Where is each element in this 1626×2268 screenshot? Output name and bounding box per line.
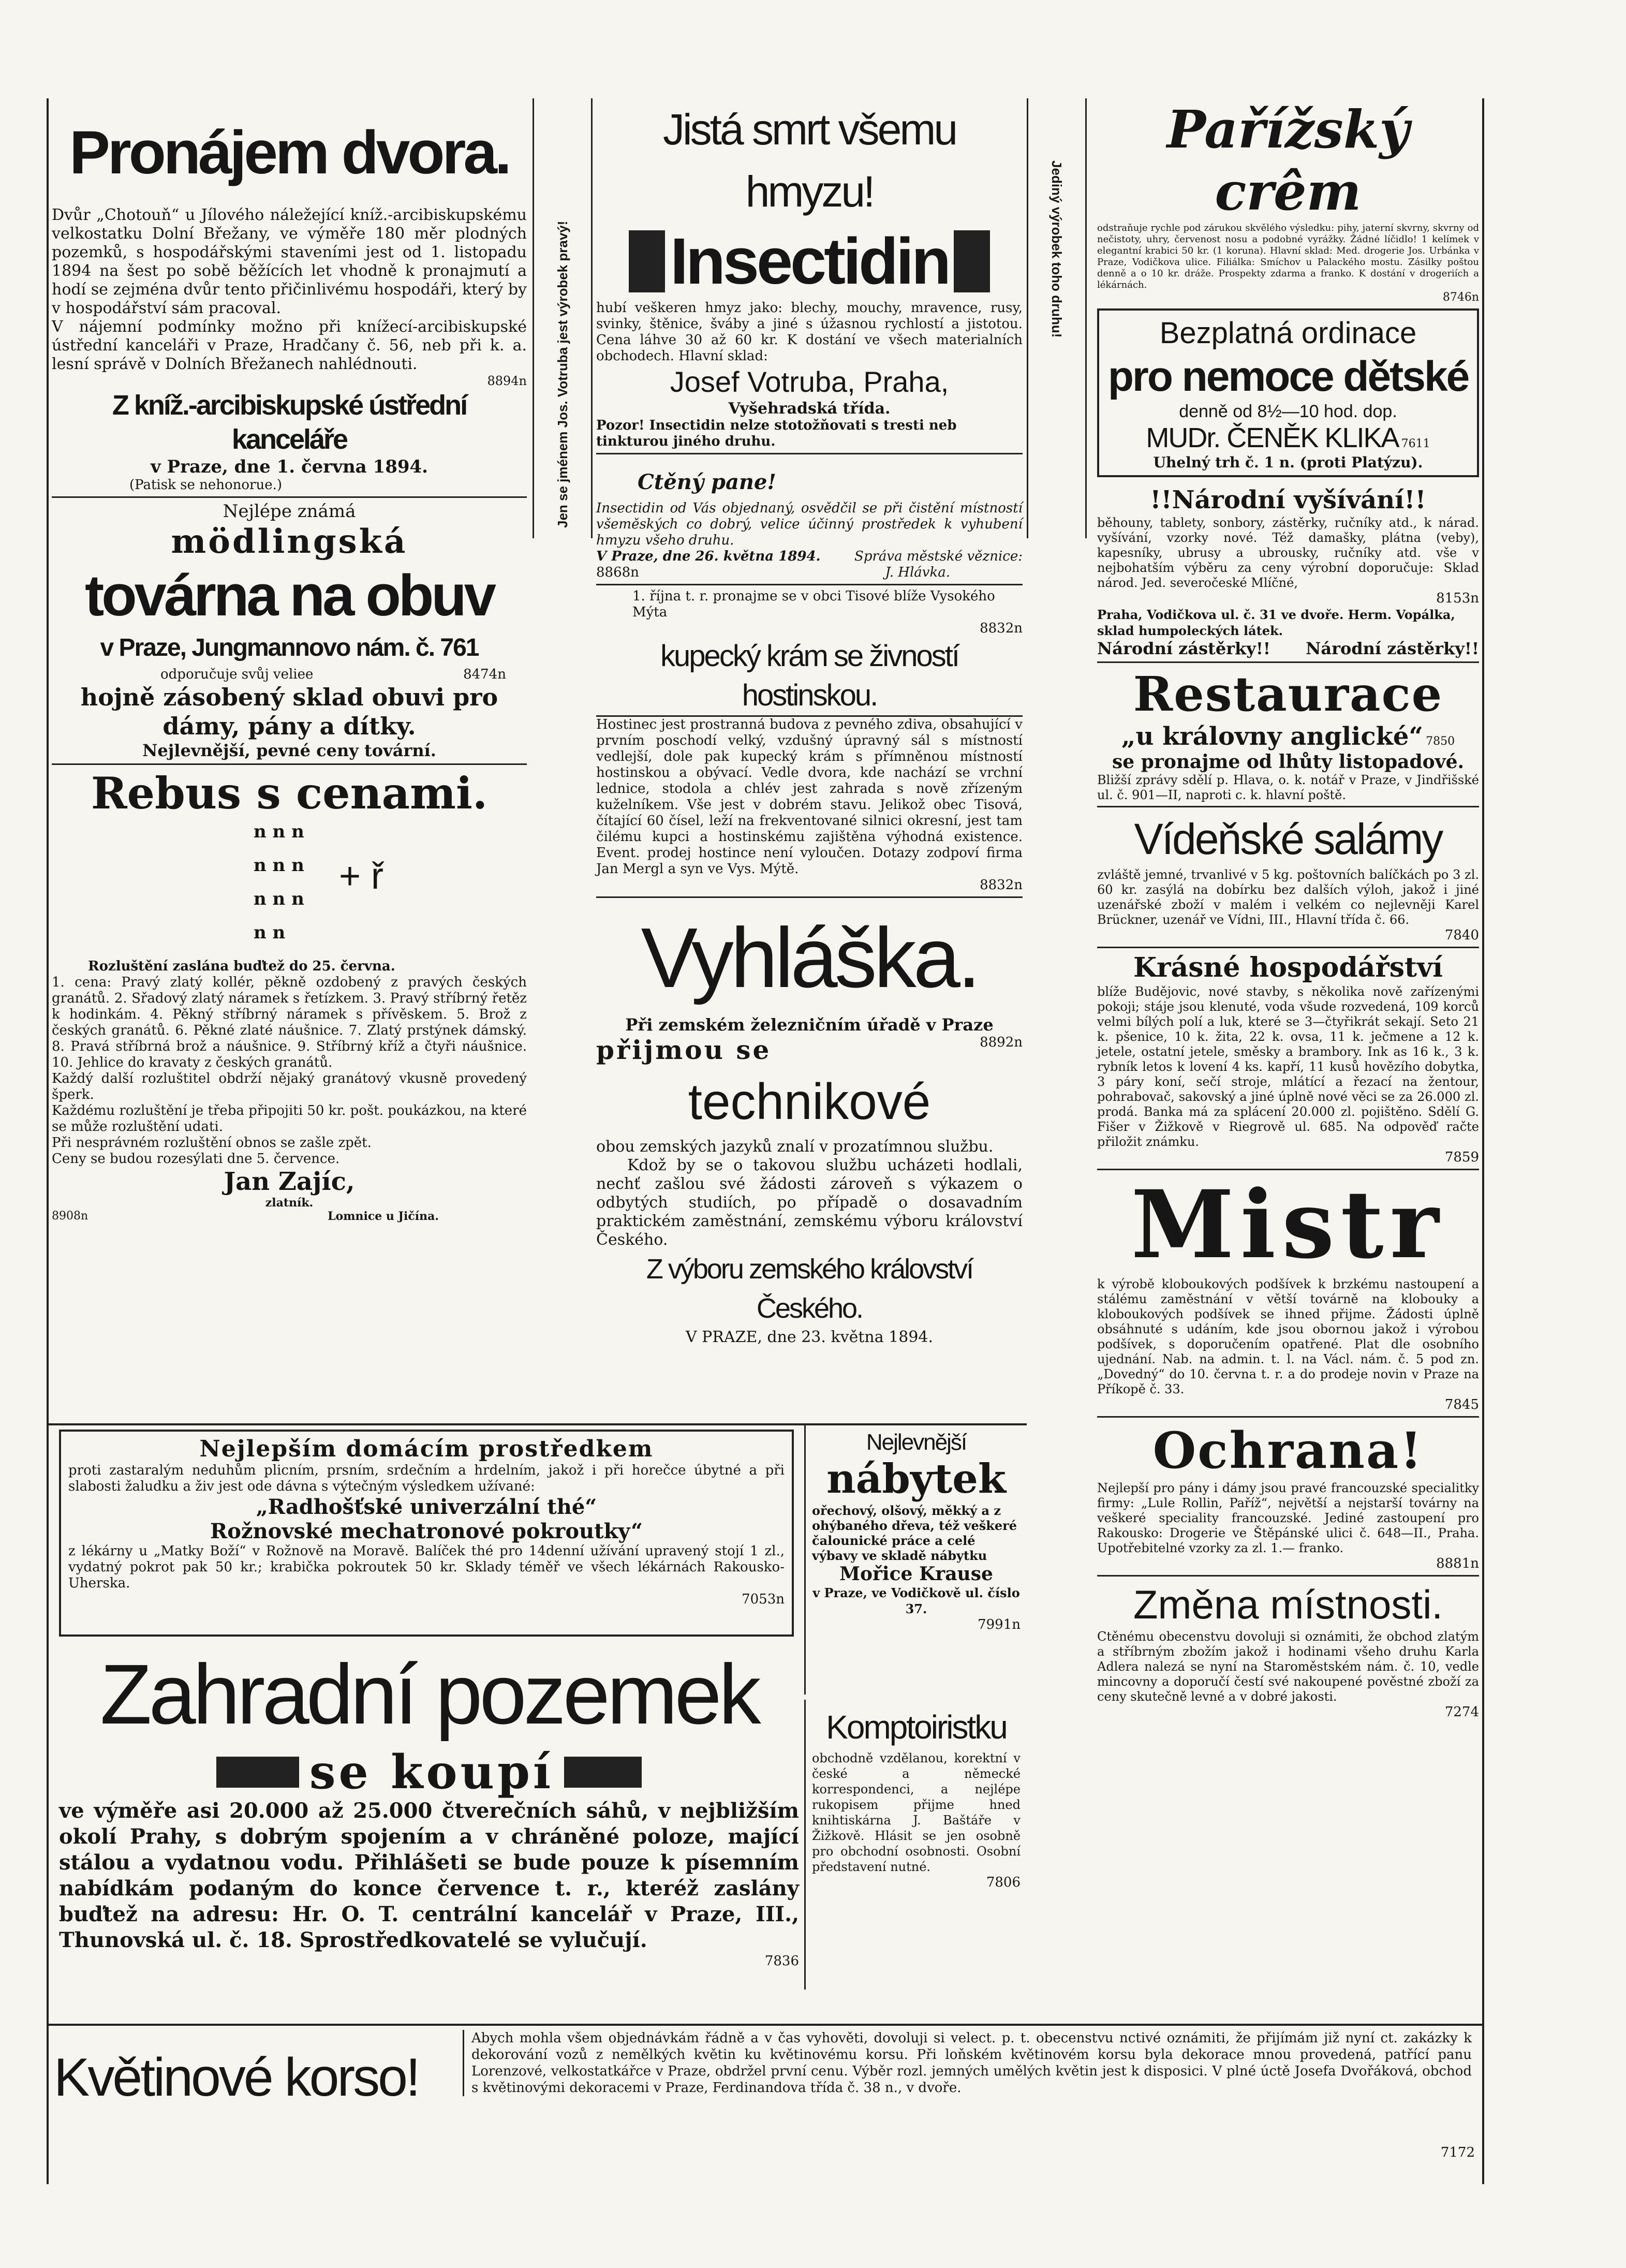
insect-decor-left (629, 230, 665, 292)
ad-rebus (49, 768, 530, 1223)
vertical-strip-left (533, 98, 593, 538)
insect-letter-sig: Správa městské věznice: (854, 549, 1023, 564)
promo-code: 7053n (742, 1592, 785, 1607)
ad-ordinace (1097, 308, 1479, 477)
vyhlaska-role: technikové (688, 1073, 931, 1130)
ad-vysivani (1097, 484, 1479, 663)
zahradni-code: 7836 (764, 1953, 799, 1969)
restaurace-code: 7850 (1426, 735, 1455, 748)
nabytek-text: ořechový, olšový, měkký a z ohýbaného dřeva, též veškeré čalounické práce a celé výbavy ve skladě nábytku (812, 1503, 1017, 1563)
modling-title: továrna na obuv (84, 563, 494, 628)
vyhlaska-title: Vyhláška. (641, 910, 978, 1005)
nabytek-title: nábytek (826, 1455, 1006, 1503)
komptoir-text: obchodně vzdělanou, korektní v české a německé korrespondenci, a nejlépe rukopisem přijme hned knihtiskárna J. Baštáře v Žižkově. Hlásit se jen osobně pro obchodní osobnosti. Osobní představení nutné. (812, 1751, 1021, 1874)
insect-letter-name: J. Hlávka. (885, 565, 950, 580)
vysivani-footer1: Národní zástěrky!! (1097, 639, 1270, 658)
column-left (49, 98, 530, 1491)
pronajem-text: Dvůr „Chotouň“ u Jílového náležející kníž.-arcibiskupskému velkostatku Dolní Břežany, ve výměře 180 měr plodných pozemků, s hospodářskými staveními jest od 1. listopadu 1894 na šest po sobě běžících let vhodně k pronajmutí a hodí se zejména dvůr tento přičinlivému hospodáři, který by v hospodářství sám pracoval. (52, 206, 527, 317)
pronajem-note: (Patisk se nehonorue.) (129, 477, 282, 493)
ad-zahradni-pozemek (59, 1643, 799, 2015)
restaurace-offer: se pronajme od lhůty listopadové. (1112, 751, 1465, 773)
ad-vyhlaska (596, 901, 1023, 1346)
modling-address: v Praze, Jungmannovo nám. č. 761 (100, 634, 479, 661)
insect-text: hubí veškeren hmyz jako: blechy, mouchy, mravence, rusy, svinky, štěnice, šváby a jiné s úžasnou rychlostí a jistotou. Cena láhve 30 až 60 kr. K dostání ve všech materialních obchodech. Hlavní sklad: (596, 300, 1023, 364)
zmena-title: Změna místnosti. (1133, 1582, 1443, 1627)
vyhlaska-office: Z výboru zemského království Českého. (646, 1254, 973, 1324)
rebus-operator: + ř (339, 856, 384, 897)
lower-left-block (49, 1423, 1027, 2026)
ad-salamy (1097, 811, 1479, 948)
modling-brand: mödlingská (171, 522, 408, 561)
insect-letter: Insectidin od Vás objednaný, osvědčil se při čistění místností všeměských co dobrý, velice účinný prostředek k vyhubení hmyzu všeho druhu. (596, 500, 1023, 548)
ordinace-line1: Bezplatná ordinace (1159, 316, 1417, 350)
vyhlaska-intro: Při zemském železničním úřadě v Praze (625, 1015, 994, 1035)
strip-left-text: Jen se jménem Jos. Votruba jest výrobek pravý! (555, 220, 570, 528)
pronajem-office: Z kníž.-arcibiskupské ústřední kanceláře (112, 390, 467, 455)
mistr-title: Mistr (1131, 1170, 1445, 1279)
pronajem-dateline: v Praze, dne 1. června 1894. (150, 456, 428, 477)
rebus-row4: n n (254, 922, 286, 943)
ad-mistr (1097, 1170, 1479, 1418)
vyhlaska-accept: přijmou se (596, 1035, 772, 1065)
modling-recommend: odporučuje svůj veliee (160, 667, 314, 682)
kupecky-code1: 8832n (980, 621, 1023, 636)
zahradni-text: ve výměře asi 20.000 až 25.000 čtverečních sáhů, v nejbližším okolí Prahy, s dobrým spojením a v chráněné poloze, mající stálou a vydatnou vodu. Přihlášeti se bude pouze k písemním nabídkám podaným do konce července t. r., kteréž zaslány buďtež na adresu: Hr. O. T. centrální kancelář v Praze, III., Thunovská ul. č. 18. Sprostředkovatelé se vylučují. (59, 1799, 799, 1952)
promo-text: proti zastaralým neduhům plicním, prsním, srdečním a hrdelním, jakož i při horečce úbytné a při slabosti žaludku a živ jest ode dávna s výtečným výsledkem užívané: (68, 1463, 785, 1494)
insect-warning: Pozor! Insectidin nelze stotožňovati s tresti neb tinkturou jiného druhu. (596, 418, 957, 449)
vyhlaska-text: obou zemských jazyků znalí v prozatímnou službu. (596, 1138, 994, 1156)
promo-title: Nejlepším domácím prostředkem (199, 1436, 654, 1462)
crem-title: Pařížský crêm (1166, 99, 1410, 222)
vysivani-address: Praha, Vodičkova ul. č. 31 ve dvoře. Herm. Vopálka, sklad humpoleckých látek. (1097, 607, 1455, 638)
restaurace-name: „u královny anglické“ (1121, 722, 1424, 751)
hospodarstvi-title: Krásné hospodářství (1133, 952, 1443, 983)
kupecky-intro: 1. října t. r. pronajme se v obci Tisové blíže Vysokého Mýta (632, 588, 995, 620)
ordinace-doctor: MUDr. ČENĚK KLIKA (1146, 422, 1399, 453)
rebus-sending: Ceny se budou rozesýlati dne 5. července. (52, 1151, 340, 1167)
vertical-strip-right (1027, 98, 1087, 538)
pronajem-title: Pronájem dvora. (69, 119, 509, 187)
rebus-row2: n n n (254, 855, 304, 876)
modling-stock: hojně zásobený sklad obuvi pro dámy, pány a dítky. (80, 683, 498, 740)
rebus-code: 8908n (52, 1210, 88, 1223)
rebus-extra: Každý další rozluštitel obdrží nějaký granátový vkusně provedený šperk. (52, 1071, 527, 1102)
restaurace-contact: Bližší zprávy sdělí p. Hlava, o. k. notář v Praze, v Jindřišské ul. č. 901—II, naproti c. k. hlavní poště. (1097, 773, 1479, 802)
ad-promo (59, 1430, 794, 1637)
insect-headline: Jistá smrt všemu hmyzu! (662, 105, 956, 216)
rebus-prizes: 1. cena: Pravý zlatý kollér, pěkně ozdobený z pravých českých granátů. 2. Sřadový zlatý náramek s řetízkem. 3. Pravý stříbrný řetěz k hodinkám. 4. Pěkný stříbrný náramek s přívěskem. 5. Brož z českých granátů. 6. Pěkné zlaté náušnice. 7. Zlatý prstýnek dámský. 8. Pravá stříbrná brož a náušnice. 9. Stříbrný kříž a čtyři náušnice. 10. Jehlice do kravaty z českých granátů. (52, 975, 527, 1070)
ad-parizsky-crem (1097, 98, 1479, 304)
pronajem-code: 8894n (487, 374, 527, 388)
insect-decor-right (954, 230, 990, 292)
komptoir-code: 7806 (986, 1875, 1021, 1890)
ad-insectidin (596, 98, 1023, 585)
ad-kvetinove-korso (49, 2024, 1482, 2186)
nabytek-intro: Nejlevnější (866, 1430, 967, 1455)
vyhlaska-date: V PRAZE, dne 23. května 1894. (685, 1328, 934, 1346)
vysivani-title: !!Národní vyšívání!! (1150, 485, 1426, 514)
ochrana-title: Ochrana! (1152, 1421, 1424, 1480)
column-middle (592, 98, 1027, 1418)
ordinace-hours: denně od 8½—10 hod. dop. (1179, 402, 1397, 421)
insect-title: Insectidin (670, 225, 949, 298)
kupecky-title: kupecký krám se živností hostinskou. (596, 637, 1023, 717)
zahradni-sale: se koupí (309, 1745, 554, 1800)
rebus-puzzle (52, 819, 527, 959)
ordinace-code: 7611 (1401, 437, 1430, 450)
nabytek-address: v Praze, ve Vodičkově ul. číslo 37. (812, 1585, 1020, 1616)
komptoir-title: Komptoiristku (826, 1709, 1007, 1746)
insect-salute: Ctěný pane! (638, 470, 776, 494)
insect-company: Josef Votruba, Praha, (670, 365, 949, 398)
mistr-text: k výrobě kloboukových podšívek k brzkému nastoupení a stálému zaměstnání v větší továrně na klobouky a kloboukových podšívek se ihned přijme. Žádosti úplně obsáhnuté s udáním, kde jsou obornou jakož i výrobou podšívek, s doporučením opatřené. Plat dle osobního ujednání. Nab. na admin. t. l. na Václ. nám. č. 5 pod zn. „Dovedný“ do 10. června t. r. a do prodeje novin v Praze na Příkopě č. 33. (1097, 1277, 1479, 1396)
vysivani-footer2: Národní zástěrky!! (1306, 639, 1479, 658)
ad-ochrana (1097, 1421, 1479, 1577)
salamy-title: Vídeňské salámy (1134, 815, 1442, 863)
newspaper-page (47, 98, 1484, 2184)
ordinace-line2: pro nemoce dětské (1107, 353, 1469, 400)
zahradni-title: Zahradní pozemek (100, 1647, 758, 1742)
rebus-signer: Jan Zajíc, (224, 1167, 355, 1196)
ochrana-text: Nejlepší pro pány i dámy jsou pravé francouzské specialitky firmy: „Lule Rollin, Paříž“, největší a nejstarší továrny na veškeré speciality francouzské. Jediné zastoupení pro Rakousko: Drogerie ve Štěpánské ulici č. 648—II., Praha. Upotřebitelné vzorky za zl. 1.— franko. (1097, 1481, 1479, 1555)
rebus-deadline: Rozluštění zaslána buďtež do 25. června. (88, 959, 395, 974)
ad-pronajem-dvora (49, 98, 530, 498)
rebus-role: zlatník. (265, 1196, 314, 1210)
promo-product1: „Radhošťské univerzální thé“ (256, 1495, 597, 1519)
rebus-place: Lomnice u Jičína. (328, 1210, 439, 1223)
zmena-text: Ctěnému obecenstvu dovoluji si oznámiti, že obchod zlatým a stříbrným zbožím jakož i hodinami všeho druhu Karla Adlera nalezá se nyní na Staroměstském nám. č. 10, vedle mincovny a doporučí čestí své nakoupené pověstné zboží za ceny skutečně levné a v dobré jakosti. (1097, 1629, 1479, 1704)
hand-pointer-icon-right (564, 1757, 642, 1788)
crem-text: odstraňuje rychle pod zárukou skvělého výsledku: pihy, jaterní skvrny, skvrny od nečistoty, uhry, červenost nosu a podobné vyrážky. Žádné líčidlo! 1 kelímek v elegantní krabici 50 kr. (1 koruna). Hlavní sklad: Med. drogerie Jos. Urbánka v Praze, Vodičkova ulice. Filiálka: Smíchov u Palackého mostu. Zásilky poštou denně a o 10 kr. dráže. Prospekty zdarma a franko. K dostání v drogeriích a lékárnách. (1097, 223, 1479, 290)
korso-title: Květinové korso! (54, 2048, 419, 2108)
vyhlaska-text2: Kdož by se o takovou službu ucházeti hodlali, nechť zašlou své žádosti zároveň s výkazem o odbytých studiích, po případě o dosavadním praktickém zaměstnání, zemskému výboru království Českého. (596, 1156, 1023, 1249)
ad-modlingska (49, 501, 530, 765)
hospodarstvi-code: 7859 (1444, 1150, 1479, 1165)
salamy-code: 7840 (1444, 927, 1479, 943)
rebus-row1: n n n (254, 821, 304, 842)
promo-product2: Rožnovské mechatronové pokroutky“ (210, 1519, 643, 1543)
nabytek-code: 7991n (978, 1617, 1021, 1632)
modling-prices: Nejlevnější, pevné ceny tovární. (142, 741, 436, 760)
strip-right-text: Jediný výrobek toho druhu! (1049, 160, 1065, 338)
nabytek-firm: Mořice Krause (839, 1563, 993, 1585)
kupecky-text: Hostinec jest prostranná budova z pevného zdiva, obsahující v prvním poschodí velký, vzdušný úpravný sál s místností vedlejší, dole pak kupecký krám s přímněnou místností hostinskou a obývací. Vedle dvora, kde nachází se vrchní lednice, stodola a chlév jest zahrada s nově zřízeným kuželníkem. Vše jest v dobrém stavu. Jelikož obec Tisová, čítající 60 čísel, leží na frekventované silnici okresní, jest tam čilému kupci a hostinskému zajištěna výhodná existence. Event. prodej hostince není vyloučen. Dotazy zodpoví firma Jan Mergl a syn ve Vys. Mýtě. (596, 717, 1023, 877)
vysivani-code: 8153n (1436, 591, 1479, 606)
ad-zmena (1097, 1580, 1479, 1720)
rebus-return: Při nesprávném rozluštění obnos se zašle zpět. (52, 1135, 372, 1151)
promo-text2: z lékárny u „Matky Boží“ v Rožnově na Moravě. Balíček thé pro 14denní užívání upravený stojí 1 zl., vydatný pokrot pak 50 kr.; krabička pokroutek 50 kr. Sklady téměř ve všech lékárnách Rakousko-Uherska. (68, 1543, 785, 1591)
crem-code: 8746n (1442, 291, 1479, 304)
hospodarstvi-text: blíže Budějovic, nové stavby, s několika nově zařízenými pokoji; stáje jsou klenuté, voda všude rozvedená, 109 korců velmi bílých polí a luk, které se 3—čtyřikrát sekají. Seto 21 k. pšenice, 10 k. žita, 22 k. ovsa, 11 k. ječmene a 12 k. jetele, ostatní jetele, směsky a brambory. Ink as 16 k., 3 k. rybník letos k lovení 4 ks. kapří, 11 kusů hovězího dobytka, 3 páry koní, sečí stroje, mlátící a řezací na žentour, pohrabovač, sakovský a jiné úplně nové věci se za 26.000 zl. prodá. Banka má za splácení 20.000 zl. pojištěno. Sdělí G. Fišer v Žižkově v Riegrově ul. 685. Na odpověď račte přiložit známku. (1097, 984, 1479, 1149)
ad-nabytek (804, 1425, 1027, 1695)
modling-code: 8474n (463, 667, 506, 682)
vyhlaska-code: 8892n (980, 1035, 1023, 1050)
korso-text: Abych mohla všem objednávkám řádně a v čas vyhověti, dovoluji si velect. p. t. obecenstvu nctivé oznámiti, že přijímám již nyní ct. zakázky k dekorování vozů z nemělkých květin ku květinovému korsu. Při loňském květinovém korsu byla dekorace mnou provedená, patřící panu Lorenzové, velkostatkářce v Praze, obdržel první cenu. Výběr rozl. jemných umělých květin jest k disposici. V plné úctě Josefa Dvořáková, obchod s květinovými dekoracemi v Praze, Ferdinandova třída č. 38 n., v dvoře. (463, 2030, 1472, 2096)
vysivani-text: běhouny, tablety, sonbory, zástěrky, ručníky atd., k nárad. vyšívání, vzorky nové. Též damašky, plátna (veby), kapesníky, ubrusy a ubrousky, ručníky atd. vše v nejbohatším výběru za ceny výrobní doporučuje: Sklad národ. Jed. severočeské Mlíčné, (1097, 516, 1479, 590)
ochrana-code: 8881n (1436, 1556, 1479, 1571)
pronajem-text2: V nájemní podmínky možno při knížecí-arcibiskupské ústřední kanceláři v Praze, Hradčany č. 56, neb při k. a. lesní správě v Dolních Břežanech nahlédnouti. (52, 318, 527, 373)
rebus-row3: n n n (254, 889, 304, 909)
ad-hospodarstvi (1097, 951, 1479, 1170)
mistr-code: 7845 (1444, 1397, 1479, 1412)
salamy-text: zvláště jemné, trvanlivé v 5 kg. poštovních balíčkách po 3 zl. 60 kr. zasýlá na dobírku bez dalších výloh, jakož i jiné uzenářské zboží v malém i velkém co nejlevněji Karel Brückner, uzenář ve Vídni, III., Hlavní třída č. 66. (1097, 867, 1479, 927)
ordinace-address: Uhelný trh č. 1 n. (proti Platýzu). (1153, 454, 1423, 471)
korso-code: 7172 (1440, 2145, 1475, 2160)
zmena-code: 7274 (1444, 1704, 1479, 1720)
insect-street: Vyšehradská třída. (728, 400, 891, 418)
insect-letter-date: V Praze, dne 26. května 1894. (596, 549, 821, 564)
rebus-title: Rebus s cenami. (91, 768, 488, 819)
rebus-fee: Každému rozluštění je třeba připojiti 50 kr. pošt. poukázkou, na které se může rozluštění udati. (52, 1103, 527, 1135)
hand-pointer-icon-left (216, 1757, 299, 1788)
ad-komptoir (804, 1700, 1027, 1990)
ad-restaurace (1097, 666, 1479, 807)
ad-kupecky-kram (596, 588, 1023, 898)
restaurace-title: Restaurace (1133, 666, 1443, 722)
column-right (1094, 98, 1482, 2117)
insect-code: 8868n (596, 565, 639, 580)
kupecky-code2: 8832n (980, 877, 1023, 893)
modling-intro: Nejlépe známá (223, 501, 356, 522)
